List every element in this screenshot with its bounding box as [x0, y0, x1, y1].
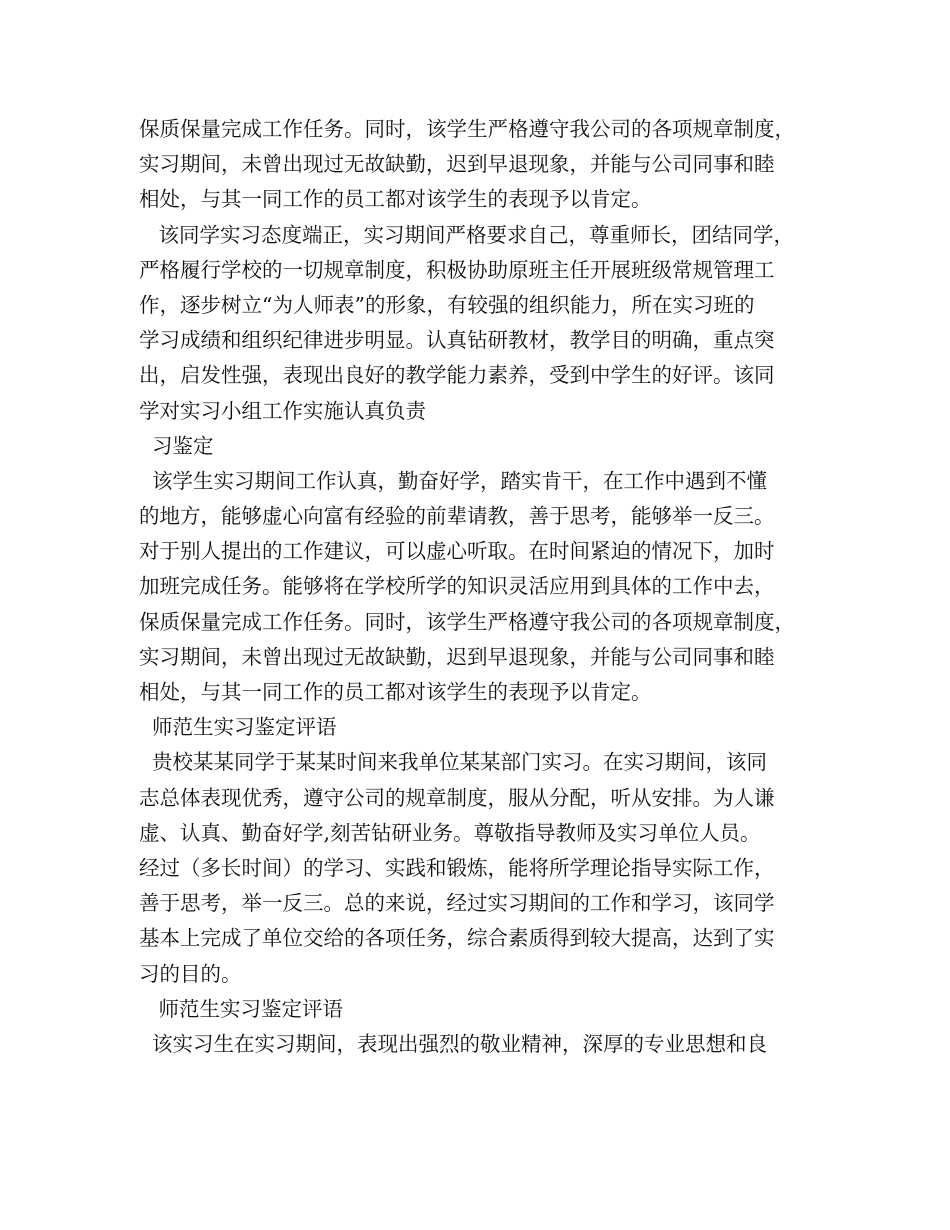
text-line: 的地方，能够虚心向富有经验的前辈请教，善于思考，能够举一反三。	[139, 504, 775, 529]
text-line: 加班完成任务。能够将在学校所学的知识灵活应用到具体的工作中去，	[139, 574, 775, 599]
text-line: 经过（多长时间）的学习、实践和锻炼，能将所学理论指导实际工作，	[139, 855, 775, 880]
text-line: 该学生实习期间工作认真，勤奋好学，踏实肯干，在工作中遇到不懂	[139, 468, 768, 493]
text-line: 保质保量完成工作任务。同时，该学生严格遵守我公司的各项规章制度，	[139, 609, 795, 634]
text-line: 作，逐步树立“为人师表”的形象，有较强的组织能力，所在实习班的	[139, 292, 755, 317]
text-line: 对于别人提出的工作建议，可以虚心听取。在时间紧迫的情况下，加时	[139, 539, 775, 564]
text-line: 出，启发性强，表现出良好的教学能力素养，受到中学生的好评。该同	[139, 363, 775, 388]
text-line: 虚、认真、勤奋好学,刻苦钻研业务。尊敬指导教师及实习单位人员。	[139, 820, 761, 845]
text-line: 实习期间，未曾出现过无故缺勤，迟到早退现象，并能与公司同事和睦	[139, 644, 775, 669]
document-body	[139, 112, 839, 1062]
text-line: 相处，与其一同工作的员工都对该学生的表现予以肯定。	[139, 680, 652, 704]
text-line: 该同学实习态度端正，实习期间严格要求自己，尊重师长，团结同学，	[139, 222, 795, 247]
text-line: 善于思考，举一反三。总的来说，经过实习期间的工作和学习，该同学	[139, 891, 775, 916]
section-heading: 师范生实习鉴定评语	[139, 996, 344, 1021]
text-line: 保质保量完成工作任务。同时，该学生严格遵守我公司的各项规章制度，	[139, 117, 795, 141]
text-line: 习的目的。	[139, 961, 242, 986]
section-heading: 习鉴定	[139, 433, 214, 458]
text-line: 学对实习小组工作实施认真负责	[139, 398, 426, 423]
text-line: 严格履行学校的一切规章制度，积极协助原班主任开展班级常规管理工	[139, 257, 775, 282]
text-line: 基本上完成了单位交给的各项任务，综合素质得到较大提高，达到了实	[139, 926, 775, 951]
text-line: 贵校某某同学于某某时间来我单位某某部门实习。在实习期间，该同	[139, 750, 768, 775]
text-line: 志总体表现优秀，遵守公司的规章制度，服从分配，听从安排。为人谦	[139, 785, 775, 810]
text-line: 该实习生在实习期间，表现出强烈的敬业精神，深厚的专业思想和良	[139, 1031, 768, 1056]
text-line: 实习期间，未曾出现过无故缺勤，迟到早退现象，并能与公司同事和睦	[139, 152, 775, 177]
text-line: 相处，与其一同工作的员工都对该学生的表现予以肯定。	[139, 187, 652, 212]
section-heading: 师范生实习鉴定评语	[139, 715, 337, 740]
text-line: 学习成绩和组织纪律进步明显。认真钻研教材，教学目的明确，重点突	[139, 328, 775, 353]
